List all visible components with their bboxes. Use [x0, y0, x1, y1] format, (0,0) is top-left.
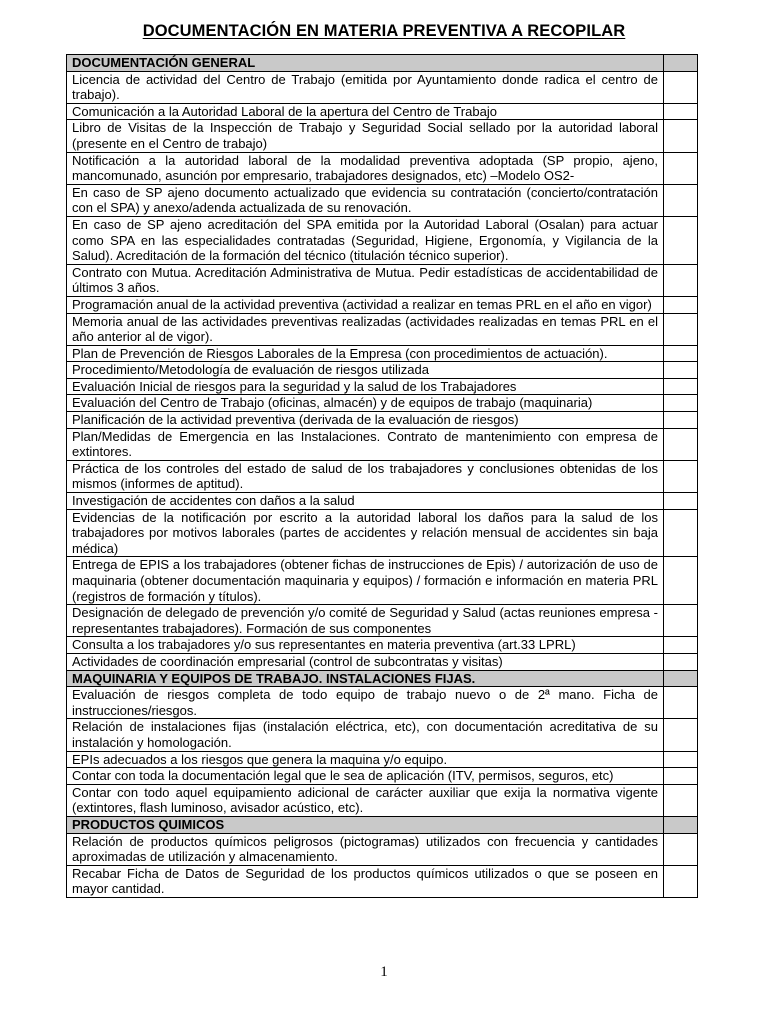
checklist-row: [67, 460, 698, 492]
checklist-check-cell[interactable]: [664, 103, 698, 120]
checklist-check-cell[interactable]: [664, 120, 698, 152]
checklist-row: [67, 768, 698, 785]
section-header-row: [67, 670, 698, 687]
checklist-item-text: Entrega de EPIS a los trabajadores (obtener fichas de instrucciones de Epis) / autorización de uso de maquinaria (obtener documentación maquinaria y equipos) / formación e información en materia PRL (registros de formación y títulos).: [67, 557, 664, 605]
checklist-check-cell[interactable]: [664, 216, 698, 264]
checklist-row: [67, 653, 698, 670]
checklist-row: [67, 345, 698, 362]
checklist-row: [67, 152, 698, 184]
checklist-check-cell[interactable]: [664, 345, 698, 362]
checklist-check-cell[interactable]: [664, 264, 698, 296]
page-number: 1: [380, 964, 388, 980]
checklist-item-text: Notificación a la autoridad laboral de la modalidad preventiva adoptada (SP propio, ajeno, mancomunado, asunción por empresario, trabajadores designados, etc) –Modelo OS2-: [67, 152, 664, 184]
checklist-row: [67, 412, 698, 429]
checklist-item-text: En caso de SP ajeno documento actualizado que evidencia su contratación (concierto/contratación con el SPA) y anexo/adenda actualizada de su renovación.: [67, 184, 664, 216]
checklist-check-cell[interactable]: [664, 184, 698, 216]
checklist-item-text: Evidencias de la notificación por escrito a la autoridad laboral los daños para la salud de los trabajadores por motivos laborales (partes de accidentes y relación mensual de accidentes sin baja médica): [67, 509, 664, 557]
checklist-row: [67, 296, 698, 313]
checklist-check-cell[interactable]: [664, 509, 698, 557]
checklist-row: [67, 103, 698, 120]
checklist-check-cell[interactable]: [664, 719, 698, 751]
checklist-row: [67, 184, 698, 216]
checklist-row: [67, 605, 698, 637]
checklist-row: [67, 264, 698, 296]
checklist-item-text: Plan/Medidas de Emergencia en las Instalaciones. Contrato de mantenimiento con empresa de extintores.: [67, 428, 664, 460]
checklist-item-text: Relación de instalaciones fijas (instalación eléctrica, etc), con documentación acreditativa de su instalación y homologación.: [67, 719, 664, 751]
checklist-check-cell[interactable]: [664, 833, 698, 865]
section-header-check-cell: [664, 55, 698, 72]
checklist-check-cell[interactable]: [664, 493, 698, 510]
checklist-item-text: Contar con toda la documentación legal que le sea de aplicación (ITV, permisos, seguros, etc): [67, 768, 664, 785]
checklist-row: [67, 378, 698, 395]
checklist-row: [67, 313, 698, 345]
checklist-item-text: Comunicación a la Autoridad Laboral de la apertura del Centro de Trabajo: [67, 103, 664, 120]
checklist-row: [67, 509, 698, 557]
page-title: DOCUMENTACIÓN EN MATERIA PREVENTIVA A RECOPILAR: [142, 22, 626, 40]
checklist-item-text: En caso de SP ajeno acreditación del SPA emitida por la Autoridad Laboral (Osalan) para actuar como SPA en las especialidades contratadas (Seguridad, Higiene, Ergonomía, y Vigilancia de la Salud). Acreditación de la formación del técnico (titulación técnico superior).: [67, 216, 664, 264]
checklist-check-cell[interactable]: [664, 653, 698, 670]
checklist-check-cell[interactable]: [664, 637, 698, 654]
checklist-row: [67, 833, 698, 865]
checklist-item-text: Contrato con Mutua. Acreditación Administrativa de Mutua. Pedir estadísticas de accidentabilidad de últimos 3 años.: [67, 264, 664, 296]
checklist-row: [67, 719, 698, 751]
section-heading: PRODUCTOS QUIMICOS: [67, 816, 664, 833]
checklist-row: [67, 216, 698, 264]
checklist-row: [67, 751, 698, 768]
documentation-checklist-table: [66, 54, 698, 898]
checklist-item-text: Consulta a los trabajadores y/o sus representantes en materia preventiva (art.33 LPRL): [67, 637, 664, 654]
checklist-check-cell[interactable]: [664, 428, 698, 460]
section-header-check-cell: [664, 670, 698, 687]
section-heading: MAQUINARIA Y EQUIPOS DE TRABAJO. INSTALACIONES FIJAS.: [67, 670, 664, 687]
checklist-row: [67, 493, 698, 510]
checklist-check-cell[interactable]: [664, 152, 698, 184]
checklist-check-cell[interactable]: [664, 395, 698, 412]
checklist-check-cell[interactable]: [664, 605, 698, 637]
checklist-check-cell[interactable]: [664, 784, 698, 816]
checklist-item-text: Programación anual de la actividad preventiva (actividad a realizar en temas PRL en el año en vigor): [67, 296, 664, 313]
checklist-check-cell[interactable]: [664, 557, 698, 605]
checklist-item-text: EPIs adecuados a los riesgos que genera la maquina y/o equipo.: [67, 751, 664, 768]
checklist-row: [67, 637, 698, 654]
checklist-row: [67, 557, 698, 605]
checklist-check-cell[interactable]: [664, 751, 698, 768]
checklist-row: [67, 865, 698, 897]
checklist-item-text: Investigación de accidentes con daños a la salud: [67, 493, 664, 510]
checklist-check-cell[interactable]: [664, 313, 698, 345]
checklist-check-cell[interactable]: [664, 71, 698, 103]
checklist-item-text: Relación de productos químicos peligrosos (pictogramas) utilizados con frecuencia y cantidades aproximadas de utilización y almacenamiento.: [67, 833, 664, 865]
checklist-check-cell[interactable]: [664, 460, 698, 492]
checklist-item-text: Procedimiento/Metodología de evaluación de riesgos utilizada: [67, 362, 664, 379]
checklist-item-text: Libro de Visitas de la Inspección de Trabajo y Seguridad Social sellado por la autoridad laboral (presente en el Centro de trabajo): [67, 120, 664, 152]
checklist-item-text: Evaluación de riesgos completa de todo equipo de trabajo nuevo o de 2ª mano. Ficha de instrucciones/riesgos.: [67, 687, 664, 719]
checklist-row: [67, 362, 698, 379]
checklist-check-cell[interactable]: [664, 768, 698, 785]
checklist-item-text: Plan de Prevención de Riesgos Laborales de la Empresa (con procedimientos de actuación).: [67, 345, 664, 362]
checklist-item-text: Designación de delegado de prevención y/o comité de Seguridad y Salud (actas reuniones empresa - representantes trabajadores). Formación de sus componentes: [67, 605, 664, 637]
checklist-item-text: Contar con todo aquel equipamiento adicional de carácter auxiliar que exija la normativa vigente (extintores, flash luminoso, avisador acústico, etc).: [67, 784, 664, 816]
checklist-item-text: Evaluación Inicial de riesgos para la seguridad y la salud de los Trabajadores: [67, 378, 664, 395]
checklist-row: [67, 784, 698, 816]
checklist-item-text: Evaluación del Centro de Trabajo (oficinas, almacén) y de equipos de trabajo (maquinaria): [67, 395, 664, 412]
section-header-row: [67, 55, 698, 72]
checklist-row: [67, 120, 698, 152]
section-header-row: [67, 816, 698, 833]
checklist-check-cell[interactable]: [664, 362, 698, 379]
checklist-item-text: Recabar Ficha de Datos de Seguridad de los productos químicos utilizados o que se poseen en mayor cantidad.: [67, 865, 664, 897]
checklist-row: [67, 395, 698, 412]
checklist-check-cell[interactable]: [664, 687, 698, 719]
checklist-item-text: Práctica de los controles del estado de salud de los trabajadores y conclusiones obtenidas de los mismos (informes de aptitud).: [67, 460, 664, 492]
checklist-item-text: Licencia de actividad del Centro de Trabajo (emitida por Ayuntamiento donde radica el centro de trabajo).: [67, 71, 664, 103]
checklist-check-cell[interactable]: [664, 378, 698, 395]
checklist-item-text: Planificación de la actividad preventiva (derivada de la evaluación de riesgos): [67, 412, 664, 429]
section-header-check-cell: [664, 816, 698, 833]
checklist-check-cell[interactable]: [664, 296, 698, 313]
checklist-item-text: Memoria anual de las actividades preventivas realizadas (actividades realizadas en temas PRL en el año anterior al de vigor).: [67, 313, 664, 345]
checklist-check-cell[interactable]: [664, 412, 698, 429]
checklist-row: [67, 71, 698, 103]
section-heading: DOCUMENTACIÓN GENERAL: [67, 55, 664, 72]
checklist-row: [67, 687, 698, 719]
checklist-item-text: Actividades de coordinación empresarial (control de subcontratas y visitas): [67, 653, 664, 670]
checklist-row: [67, 428, 698, 460]
checklist-check-cell[interactable]: [664, 865, 698, 897]
